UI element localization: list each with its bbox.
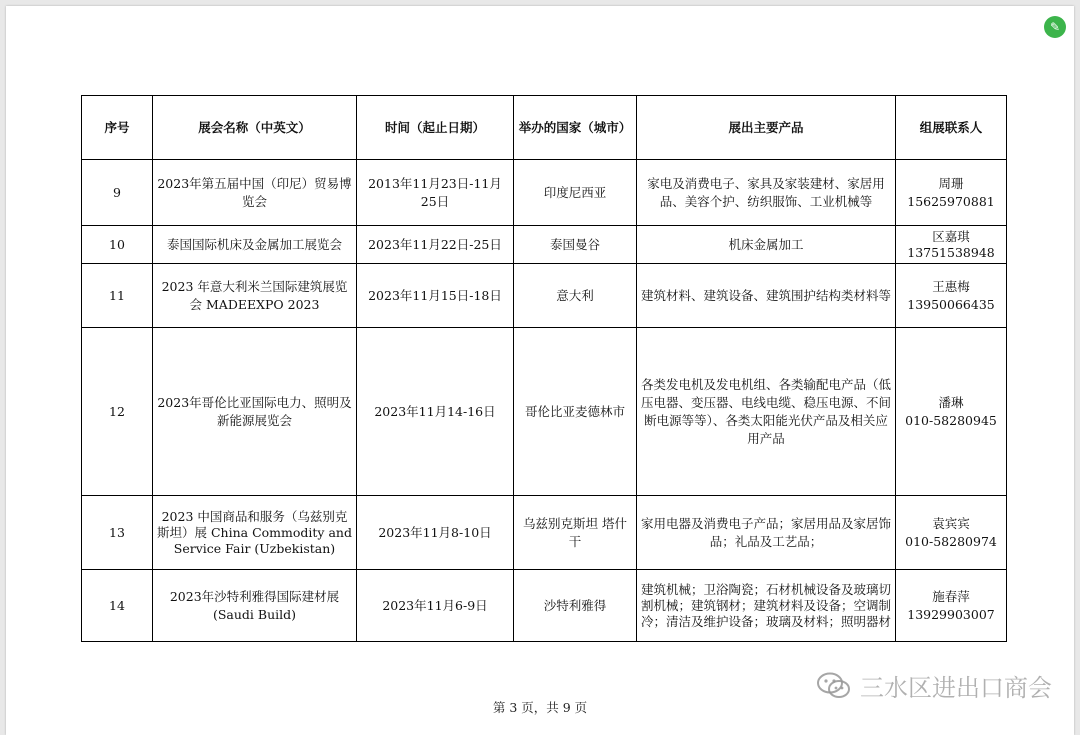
cell-no: 13 bbox=[82, 496, 153, 570]
cell-place: 沙特利雅得 bbox=[514, 570, 637, 642]
watermark-text: 三水区进出口商会 bbox=[860, 674, 1052, 702]
cell-date: 2023年11月22日-25日 bbox=[357, 226, 514, 264]
table-row bbox=[82, 328, 1007, 496]
wechat-icon bbox=[816, 671, 852, 701]
cell-date: 2013年11月23日-11月25日 bbox=[357, 160, 514, 226]
cell-date: 2023年11月14-16日 bbox=[357, 328, 514, 496]
cell-name: 2023 中国商品和服务（乌兹别克斯坦）展 China Commodity and Service Fair (Uzbekistan) bbox=[153, 496, 357, 570]
cell-place: 印度尼西亚 bbox=[514, 160, 637, 226]
header-products: 展出主要产品 bbox=[637, 96, 896, 160]
cell-no: 10 bbox=[82, 226, 153, 264]
cell-date: 2023年11月15日-18日 bbox=[357, 264, 514, 328]
watermark bbox=[816, 668, 1052, 703]
cell-place: 意大利 bbox=[514, 264, 637, 328]
cell-products: 建筑材料、建筑设备、建筑围护结构类材料等 bbox=[637, 264, 896, 328]
cell-contact bbox=[896, 328, 1007, 496]
edit-badge-icon[interactable]: ✎ bbox=[1044, 16, 1066, 38]
cell-contact bbox=[896, 570, 1007, 642]
cell-name: 2023年沙特利雅得国际建材展(Saudi Build) bbox=[153, 570, 357, 642]
header-date: 时间（起止日期） bbox=[357, 96, 514, 160]
cell-name: 2023年哥伦比亚国际电力、照明及新能源展览会 bbox=[153, 328, 357, 496]
contact-name: 施春萍 bbox=[932, 588, 970, 604]
cell-contact bbox=[896, 160, 1007, 226]
cell-name: 2023 年意大利米兰国际建筑展览会 MADEEXPO 2023 bbox=[153, 264, 357, 328]
contact-phone: 13950066435 bbox=[907, 296, 995, 312]
cell-name: 泰国国际机床及金属加工展览会 bbox=[153, 226, 357, 264]
page-number: 第 3 页，共 9 页 bbox=[492, 700, 588, 715]
contact-name: 周珊 bbox=[938, 175, 964, 191]
table-row bbox=[82, 264, 1007, 328]
cell-no: 9 bbox=[82, 160, 153, 226]
contact-phone: 13929903007 bbox=[907, 606, 995, 622]
contact-name: 区嘉琪 bbox=[932, 228, 970, 244]
cell-place: 乌兹别克斯坦 塔什干 bbox=[514, 496, 637, 570]
exhibition-table bbox=[81, 95, 1007, 642]
table-row bbox=[82, 226, 1007, 264]
contact-name: 王惠梅 bbox=[932, 278, 970, 294]
header-no: 序号 bbox=[82, 96, 153, 160]
header-place: 举办的国家（城市） bbox=[514, 96, 637, 160]
contact-phone: 010-58280945 bbox=[905, 412, 997, 428]
cell-contact bbox=[896, 496, 1007, 570]
cell-place: 泰国曼谷 bbox=[514, 226, 637, 264]
contact-name: 袁宾宾 bbox=[932, 515, 970, 531]
cell-contact bbox=[896, 226, 1007, 264]
cell-products: 建筑机械；卫浴陶瓷；石材机械设备及玻璃切割机械；建筑钢材；建筑材料及设备；空调制冷；清洁及维护设备；玻璃及材料；照明器材 bbox=[637, 570, 896, 642]
table-row bbox=[82, 570, 1007, 642]
header-name: 展会名称（中英文） bbox=[153, 96, 357, 160]
contact-phone: 010-58280974 bbox=[905, 533, 997, 549]
cell-products: 家用电器及消费电子产品；家居用品及家居饰品；礼品及工艺品； bbox=[637, 496, 896, 570]
contact-name: 潘琳 bbox=[938, 394, 964, 410]
cell-date: 2023年11月8-10日 bbox=[357, 496, 514, 570]
cell-date: 2023年11月6-9日 bbox=[357, 570, 514, 642]
cell-products: 各类发电机及发电机组、各类输配电产品（低压电器、变压器、电线电缆、稳压电源、不间断电源等等）、各类太阳能光伏产品及相关应用产品 bbox=[637, 328, 896, 496]
table-header-row bbox=[82, 96, 1007, 160]
table-row bbox=[82, 160, 1007, 226]
cell-no: 14 bbox=[82, 570, 153, 642]
cell-contact bbox=[896, 264, 1007, 328]
cell-products: 机床金属加工 bbox=[637, 226, 896, 264]
document-page bbox=[6, 6, 1074, 735]
cell-place: 哥伦比亚麦德林市 bbox=[514, 328, 637, 496]
cell-no: 12 bbox=[82, 328, 153, 496]
contact-phone: 15625970881 bbox=[907, 193, 995, 209]
cell-no: 11 bbox=[82, 264, 153, 328]
table-row bbox=[82, 496, 1007, 570]
cell-products: 家电及消费电子、家具及家装建材、家居用品、美容个护、纺织服饰、工业机械等 bbox=[637, 160, 896, 226]
contact-phone: 13751538948 bbox=[907, 244, 995, 260]
header-contact: 组展联系人 bbox=[896, 96, 1007, 160]
cell-name: 2023年第五届中国（印尼）贸易博览会 bbox=[153, 160, 357, 226]
